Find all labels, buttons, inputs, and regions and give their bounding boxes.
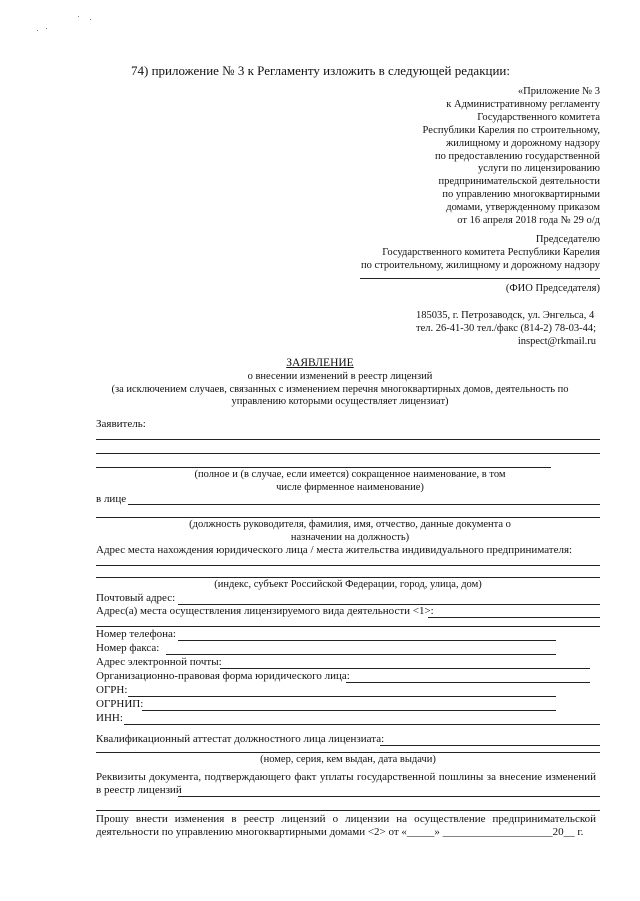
location-label: Адрес места нахождения юридического лица / места жительства индивидуального предпринимателя: [96, 544, 573, 556]
person-field-line[interactable] [128, 504, 600, 505]
applicant-label: Заявитель: [96, 418, 146, 430]
postal-label: Почтовый адрес: [96, 592, 176, 604]
fee-text: Реквизиты документа, подтверждающего факт уплаты государственной пошлины за внесение изменений в реестр лицензий [96, 771, 596, 796]
phone-field-line[interactable] [178, 640, 556, 641]
location-field-line[interactable] [96, 565, 600, 566]
document-title: ЗАЯВЛЕНИЕ [286, 357, 354, 369]
fee-field-line[interactable] [178, 796, 600, 797]
email-label: Адрес электронной почты: [96, 656, 222, 668]
person-label: в лице [96, 493, 127, 505]
caption-line: (полное и (в случае, если имеется) сокращенное наименование, в том [194, 469, 506, 480]
activity-address-label: Адрес(а) места осуществления лицензируемого вида деятельности <1>: [96, 605, 434, 617]
addressee-line: по строительному, жилищному и дорожному надзору [360, 260, 600, 271]
qualification-caption: (номер, серия, кем выдан, дата выдачи) [260, 754, 436, 765]
person-caption [150, 519, 550, 544]
caption-line: числе фирменное наименование) [276, 481, 424, 493]
ogrn-field-line[interactable] [128, 696, 556, 697]
appendix-block [300, 86, 600, 228]
subtitle-line: (за исключением случаев, связанных с изменением перечня многоквартирных домов, деятельность по [111, 383, 569, 395]
email-field-line[interactable] [220, 668, 590, 669]
activity-address-line[interactable] [96, 626, 600, 627]
addressee-line: Председателю [535, 234, 600, 245]
qualification-field-line[interactable] [96, 752, 600, 753]
person-field-line[interactable] [96, 517, 600, 518]
addressee-block [260, 233, 600, 272]
qualification-field-line[interactable] [380, 745, 600, 746]
appendix-line: Государственного комитета [477, 111, 600, 123]
appendix-line: услуги по лицензированию [477, 163, 600, 175]
addressee-line: Государственного комитета Республики Карелия [382, 247, 600, 258]
appendix-line: предпринимательской деятельности [438, 176, 600, 188]
scan-speck [90, 19, 91, 20]
document-subtitle [80, 371, 600, 409]
fee-field-line[interactable] [96, 810, 600, 811]
appendix-line: к Административному регламенту [446, 98, 600, 110]
caption-line: (должность руководителя, фамилия, имя, отчество, данные документа о [189, 519, 511, 530]
appendix-line: Республики Карелия по строительному, [422, 124, 600, 136]
address-line: 185035, г. Петрозаводск, ул. Энгельса, 4 [416, 310, 595, 321]
qualification-label: Квалификационный аттестат должностного лица лицензиата: [96, 733, 385, 745]
address-line: тел. 26-41-30 тел./факс (814-2) 78-03-44; [416, 323, 597, 334]
appendix-line: жилищному и дорожному надзору [446, 137, 600, 149]
ogrn-label: ОГРН: [96, 684, 128, 696]
activity-address-line[interactable] [428, 617, 600, 618]
chairman-name-line[interactable] [360, 278, 600, 279]
appendix-line: по управлению многоквартирными [442, 189, 600, 201]
applicant-name-line[interactable] [96, 467, 551, 468]
ogrnip-label: ОГРНИП: [96, 698, 144, 710]
chairman-caption: (ФИО Председателя) [505, 283, 600, 294]
scan-speck [78, 16, 79, 17]
location-caption: (индекс, субъект Российской Федерации, город, улица, дом) [214, 579, 482, 590]
subtitle-line: управлению которыми осуществляет лицензиат) [231, 396, 449, 407]
email-text: inspect@rkmail.ru [517, 336, 597, 347]
legal-form-field-line[interactable] [346, 682, 590, 683]
location-field-line[interactable] [96, 577, 600, 578]
appendix-line: по предоставлению государственной [434, 150, 600, 162]
scan-speck [46, 28, 47, 29]
name-caption [150, 469, 550, 494]
appendix-line: от 16 апреля 2018 года № 29 о/д [457, 215, 600, 227]
fax-field-line[interactable] [166, 654, 556, 655]
caption-line: назначении на должность) [290, 531, 410, 543]
subtitle-line: о внесении изменений в реестр лицензий [247, 371, 433, 382]
applicant-name-line[interactable] [96, 453, 600, 454]
appendix-line: «Приложение № 3 [517, 86, 600, 97]
applicant-name-line[interactable] [96, 439, 600, 440]
inn-field-line[interactable] [124, 724, 600, 725]
appendix-line: домами, утвержденному приказом [446, 202, 600, 214]
item-heading: 74) приложение № 3 к Регламенту изложить в следующей редакции: [131, 63, 511, 78]
request-text: Прошу внести изменения в реестр лицензий о лицензии на осуществление предпринимательской деятельности по управлению многоквартирными домами <2> от «_____» ____________________20__ г. [96, 813, 596, 838]
scan-speck [37, 30, 38, 31]
phone-label: Номер телефона: [96, 628, 176, 640]
legal-form-label: Организационно-правовая форма юридического лица: [96, 670, 350, 682]
address-block [416, 309, 596, 348]
inn-label: ИНН: [96, 712, 123, 724]
ogrnip-field-line[interactable] [142, 710, 556, 711]
fax-label: Номер факса: [96, 642, 160, 654]
